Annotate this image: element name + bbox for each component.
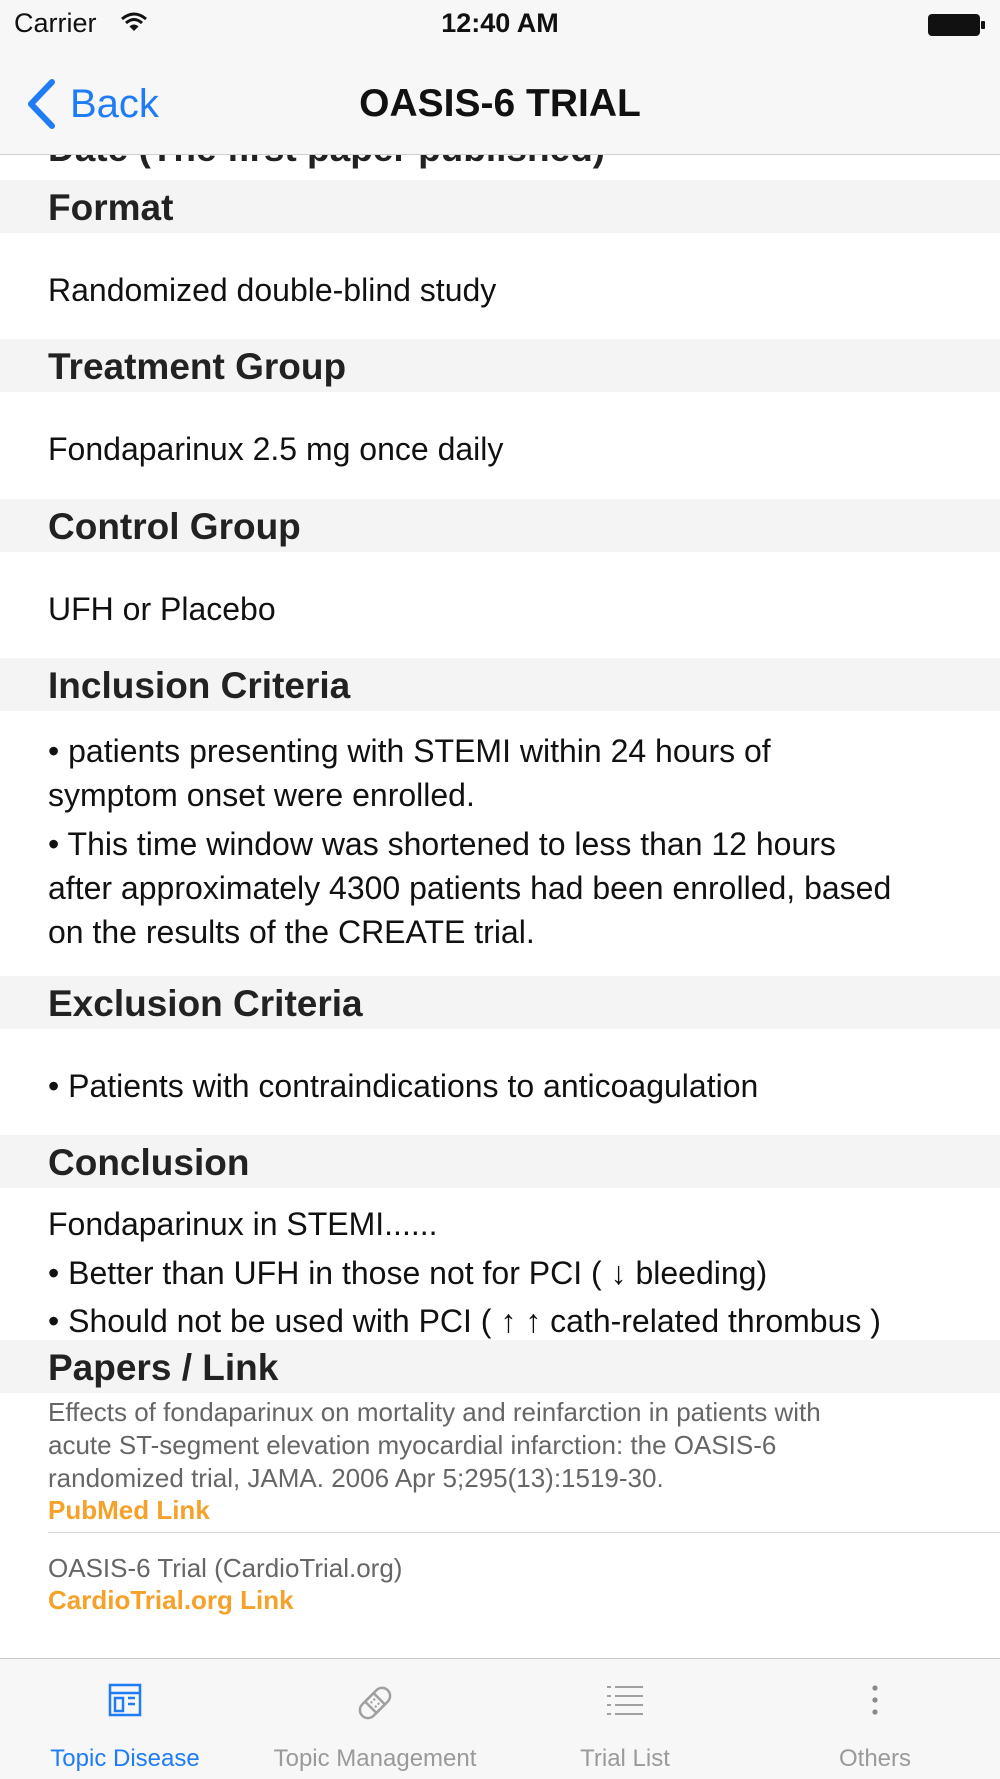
pubmed-link[interactable]: PubMed Link (48, 1495, 210, 1525)
inclusion-line: on the results of the CREATE trial. (48, 914, 535, 950)
section-header-format (0, 180, 1000, 233)
exclusion-line: • Patients with contraindications to anticoagulation (48, 1068, 759, 1104)
paper-citation-line: Effects of fondaparinux on mortality and reinfarction in patients with (48, 1397, 821, 1427)
section-header-control-group (0, 499, 1000, 552)
more-dots-icon (870, 1683, 880, 1717)
paper-citation-line: OASIS-6 Trial (CardioTrial.org) (48, 1553, 403, 1583)
cardiotrial-link[interactable]: CardioTrial.org Link (48, 1585, 294, 1615)
back-label: Back (70, 81, 159, 126)
section-body-treatment-group (0, 392, 1000, 499)
inclusion-line: after approximately 4300 patients had been enrolled, based (48, 870, 892, 906)
status-time: 12:40 AM (441, 8, 559, 38)
page-title: OASIS-6 TRIAL (359, 82, 641, 125)
tab-label: Others (838, 1745, 912, 1772)
tab-label: Topic Disease (50, 1745, 200, 1772)
section-body-control-group (0, 552, 1000, 659)
tab-trial-list[interactable] (500, 1659, 750, 1779)
tab-others[interactable] (750, 1659, 1000, 1779)
bandage-icon (355, 1683, 395, 1723)
section-title: Inclusion Criteria (48, 665, 351, 706)
navigation-bar (0, 50, 1000, 155)
inclusion-line: • patients presenting with STEMI within 24 hours of (48, 733, 771, 769)
tab-label: Topic Management (273, 1745, 477, 1772)
conclusion-line: • Should not be used with PCI ( ↑ ↑ cath-related thrombus ) (48, 1303, 881, 1339)
section-title: Format (48, 187, 174, 228)
section-header-conclusion (0, 1135, 1000, 1188)
topic-disease-icon (108, 1683, 142, 1717)
section-title: Treatment Group (48, 346, 347, 387)
conclusion-line: • Better than UFH in those not for PCI ( ↓ bleeding) (48, 1255, 768, 1291)
inclusion-line: • This time window was shortened to less than 12 hours (48, 826, 836, 862)
row-divider (48, 1532, 1000, 1533)
control-text: UFH or Placebo (48, 591, 276, 627)
tab-topic-disease[interactable] (0, 1659, 250, 1779)
format-text: Randomized double-blind study (48, 272, 497, 308)
carrier-label: Carrier (14, 8, 97, 38)
section-title: Conclusion (48, 1142, 250, 1183)
list-icon (605, 1683, 645, 1717)
tab-label: Trial List (580, 1745, 670, 1772)
section-body-format (0, 233, 1000, 343)
section-header-papers-link (0, 1340, 1000, 1393)
trial-detail-scroll[interactable] (0, 140, 1000, 1658)
battery-icon (927, 13, 987, 37)
section-title: Exclusion Criteria (48, 983, 363, 1024)
section-body-conclusion (0, 1188, 1000, 1343)
section-header-treatment-group (0, 339, 1000, 392)
paper-citation-line: randomized trial, JAMA. 2006 Apr 5;295(13):1519-30. (48, 1463, 664, 1493)
section-header-inclusion-criteria (0, 658, 1000, 711)
treatment-text: Fondaparinux 2.5 mg once daily (48, 431, 504, 467)
section-body-inclusion-criteria (0, 711, 1000, 977)
section-body-exclusion-criteria (0, 1029, 1000, 1136)
status-bar (0, 0, 1000, 50)
inclusion-line: symptom onset were enrolled. (48, 777, 475, 813)
section-header-exclusion-criteria (0, 976, 1000, 1029)
paper-citation-line: acute ST-segment elevation myocardial infarction: the OASIS-6 (48, 1430, 777, 1460)
tab-bar (0, 1658, 1000, 1779)
conclusion-line: Fondaparinux in STEMI...... (48, 1206, 438, 1242)
tab-topic-management[interactable] (250, 1659, 500, 1779)
section-title: Control Group (48, 506, 301, 547)
section-title: Papers / Link (48, 1347, 279, 1388)
section-body-papers-link (0, 1393, 1000, 1658)
